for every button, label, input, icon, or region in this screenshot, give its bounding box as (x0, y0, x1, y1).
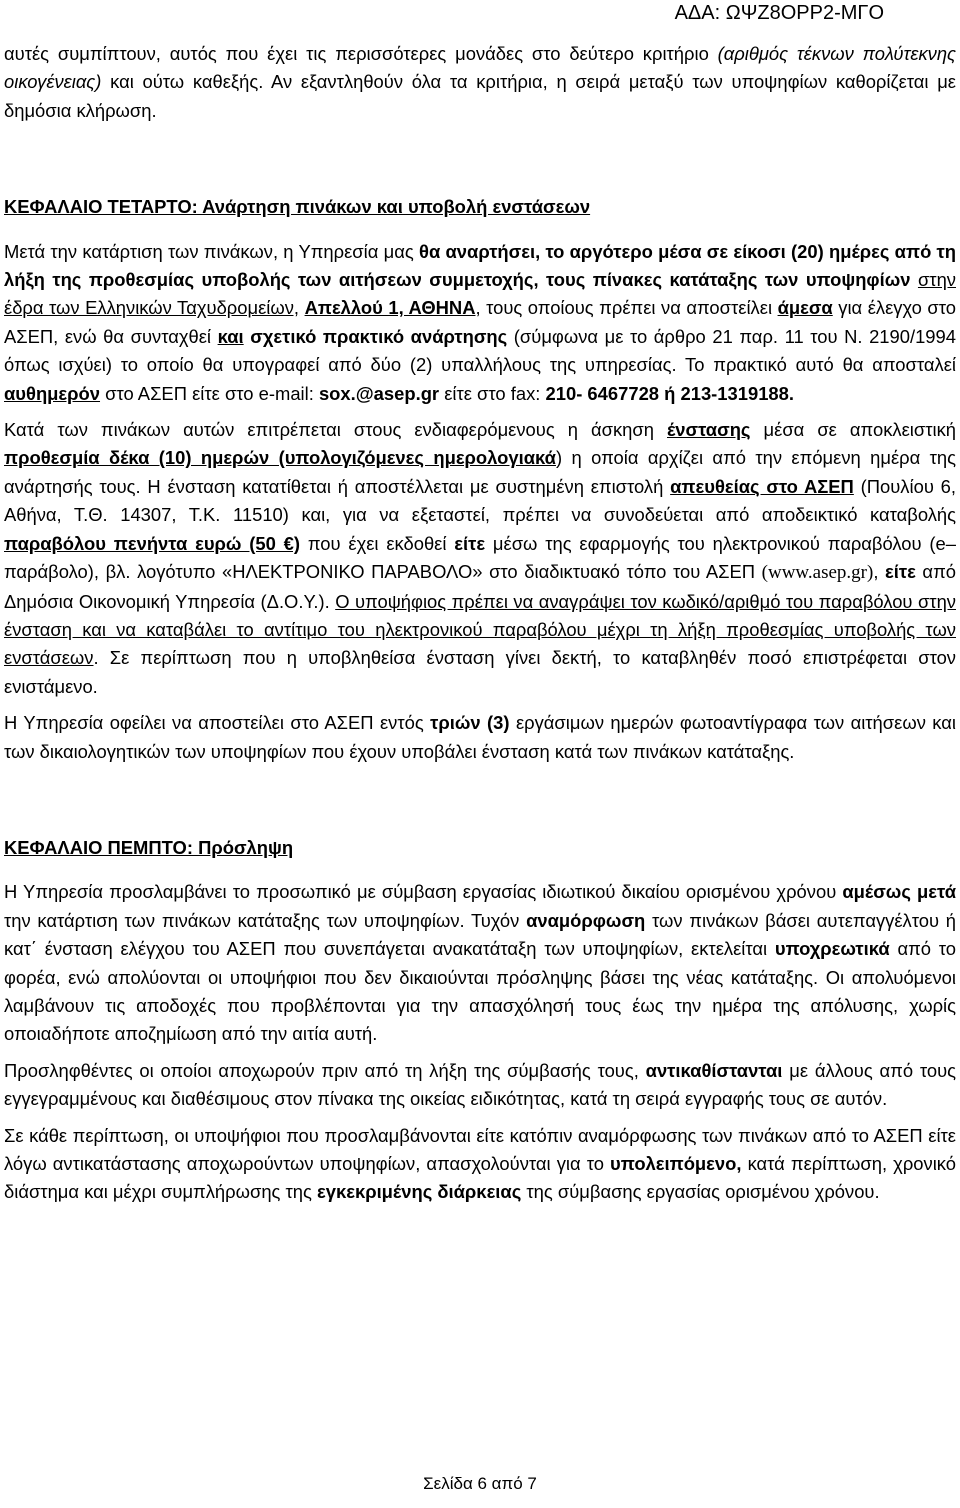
document-body (4, 40, 956, 1207)
paragraph-posting: Μετά την κατάρτιση των πινάκων, η Υπηρεσία μας θα αναρτήσει, το αργότερο μέσα σε είκοσι (20) ημέρες από τη λήξη της προθεσμίας υποβολής των αιτήσεων συμμετοχής, τους πίνακες κατάταξης των υποψηφίων στην έδρα των Ελληνικών Ταχυδρομείων, Απελλού 1, ΑΘΗΝΑ, τους οποίους πρέπει να αποστείλει άμεσα για έλεγχο στο ΑΣΕΠ, ενώ θα συνταχθεί και σχετικό πρακτικό ανάρτησης (σύμφωνα με το άρθρο 21 παρ. 11 του Ν. 2190/1994 όπως ισχύει) το οποίο θα υπογραφεί από δύο (2) υπαλλήλους της υπηρεσίας. Το πρακτικό αυτό θα αποσταλεί αυθημερόν στο ΑΣΕΠ είτε στο e-mail: sox.@asep.gr είτε στο fax: 210- 6467728 ή 213-1319188. (4, 240, 957, 404)
paragraph-hiring: Η Υπηρεσία προσλαμβάνει το προσωπικό με σύμβαση εργασίας ιδιωτικού δικαίου ορισμένου χρόνου αμέσως μετά την κατάρτιση των πινάκων κατάταξης των υποψηφίων. Τυχόν αναμόρφωση των πινάκων βάσει αυτεπαγγέλτου ή κατ΄ ένσταση ελέγχου του ΑΣΕΠ που συνεπάγεται ανακατάταξη των υποψηφίων, εκτελείται υποχρεωτικά από το φορέα, ενώ απολύονται οι υποψήφιοι που δεν δικαιούνται πρόσληψης βάσει της νέας κατάταξης. Οι απολυόμενοι λαμβάνουν τις αποδοχές που προβλέπονται για την απασχόλησή τους έως την ημέρα της απόλυσης, χωρίς οποιαδήποτε αποζημίωση από την αιτία αυτή. (4, 881, 956, 1045)
paragraph-replacement: Προσληφθέντες οι οποίοι αποχωρούν πριν από τη λήξη της σύμβασής τους, αντικαθίστανται με άλλους από τους εγγεγραμμένους και διαθέσιμους στον πίνακα της οικείας ειδικότητας, κατά τη σειρά εγγραφής τους σε αυτόν. (4, 1059, 957, 1110)
paragraph-service-duty: Η Υπηρεσία οφείλει να αποστείλει στο ΑΣΕΠ εντός τριών (3) εργάσιμων ημερών φωτοαντίγραφα των αιτήσεων και των δικαιολογητικών των υποψηφίων που έχουν υποβάλει ένσταση κατά των πινάκων κατάταξης. (4, 712, 956, 762)
ada-code: ΑΔΑ: ΩΨΖ8ΟΡΡ2-ΜΓΟ (674, 2, 884, 24)
chapter-5-heading: ΚΕΦΑΛΑΙΟ ΠΕΜΠΤΟ: Πρόσληψη (4, 836, 294, 858)
chapter-4-heading: ΚΕΦΑΛΑΙΟ ΤΕΤΑΡΤΟ: Ανάρτηση πινάκων και υποβολή ενστάσεων (4, 196, 591, 218)
paragraph-remaining-period: Σε κάθε περίπτωση, οι υποψήφιοι που προσλαμβάνονται είτε κατόπιν αναμόρφωσης των πινάκων από το ΑΣΕΠ είτε λόγω αντικατάστασης αποχωρούντων υποψηφίων, απασχολούνται για το υπολειπόμενο, κατά περίπτωση, χρονικό διάστημα και μέχρι συμπλήρωσης της εγκεκριμένης διάρκειας της σύμβασης εργασίας ορισμένου χρόνου. (4, 1124, 956, 1203)
page-number: Σελίδα 6 από 7 (423, 1474, 537, 1493)
intro-paragraph: αυτές συμπίπτουν, αυτός που έχει τις περισσότερες μονάδες στο δεύτερο κριτήριο (αριθμός τέκνων πολύτεκνης οικογένειας) και ούτω καθεξής. Αν εξαντληθούν όλα τα κριτήρια, η σειρά μεταξύ των υποψηφίων καθορίζεται με δημόσια κλήρωση. (4, 43, 956, 121)
paragraph-objections: Κατά των πινάκων αυτών επιτρέπεται στους ενδιαφερόμενους η άσκηση ένστασης μέσα σε αποκλειστική προθεσμία δέκα (10) ημερών (υπολογιζόμενες ημερολογιακά) η οποία αρχίζει από την επόμενη ημέρα της ανάρτησής τους. Η ένσταση κατατίθεται ή αποστέλλεται με συστημένη επιστολή απευθείας στο ΑΣΕΠ (Πουλίου 6, Αθήνα, Τ.Θ. 14307, Τ.Κ. 11510) και, για να εξεταστεί, πρέπει να συνοδεύεται από αποδεικτικό καταβολής παραβόλου πενήντα ευρώ (50 €) που έχει εκδοθεί είτε μέσω της εφαρμογής του ηλεκτρονικού παραβόλου (e–παράβολο), βλ. λογότυπο «ΗΛΕΚΤΡΟΝΙΚΟ ΠΑΡΑΒΟΛΟ» στο διαδικτυακό τόπο του ΑΣΕΠ (www.asep.gr), είτε από Δημόσια Οικονομική Υπηρεσία (Δ.Ο.Υ.). Ο υποψήφιος πρέπει να αναγράψει τον κωδικό/αριθμό του παραβόλου στην ένσταση και να καταβάλει το αντίτιμο του ηλεκτρονικού παραβόλου μέχρι τη λήξη προθεσμίας υποβολής των ενστάσεων. Σε περίπτωση που η υποβληθείσα ένσταση γίνει δεκτή, το καταβληθέν ποσό επιστρέφεται στον ενιστάμενο. (4, 419, 956, 697)
